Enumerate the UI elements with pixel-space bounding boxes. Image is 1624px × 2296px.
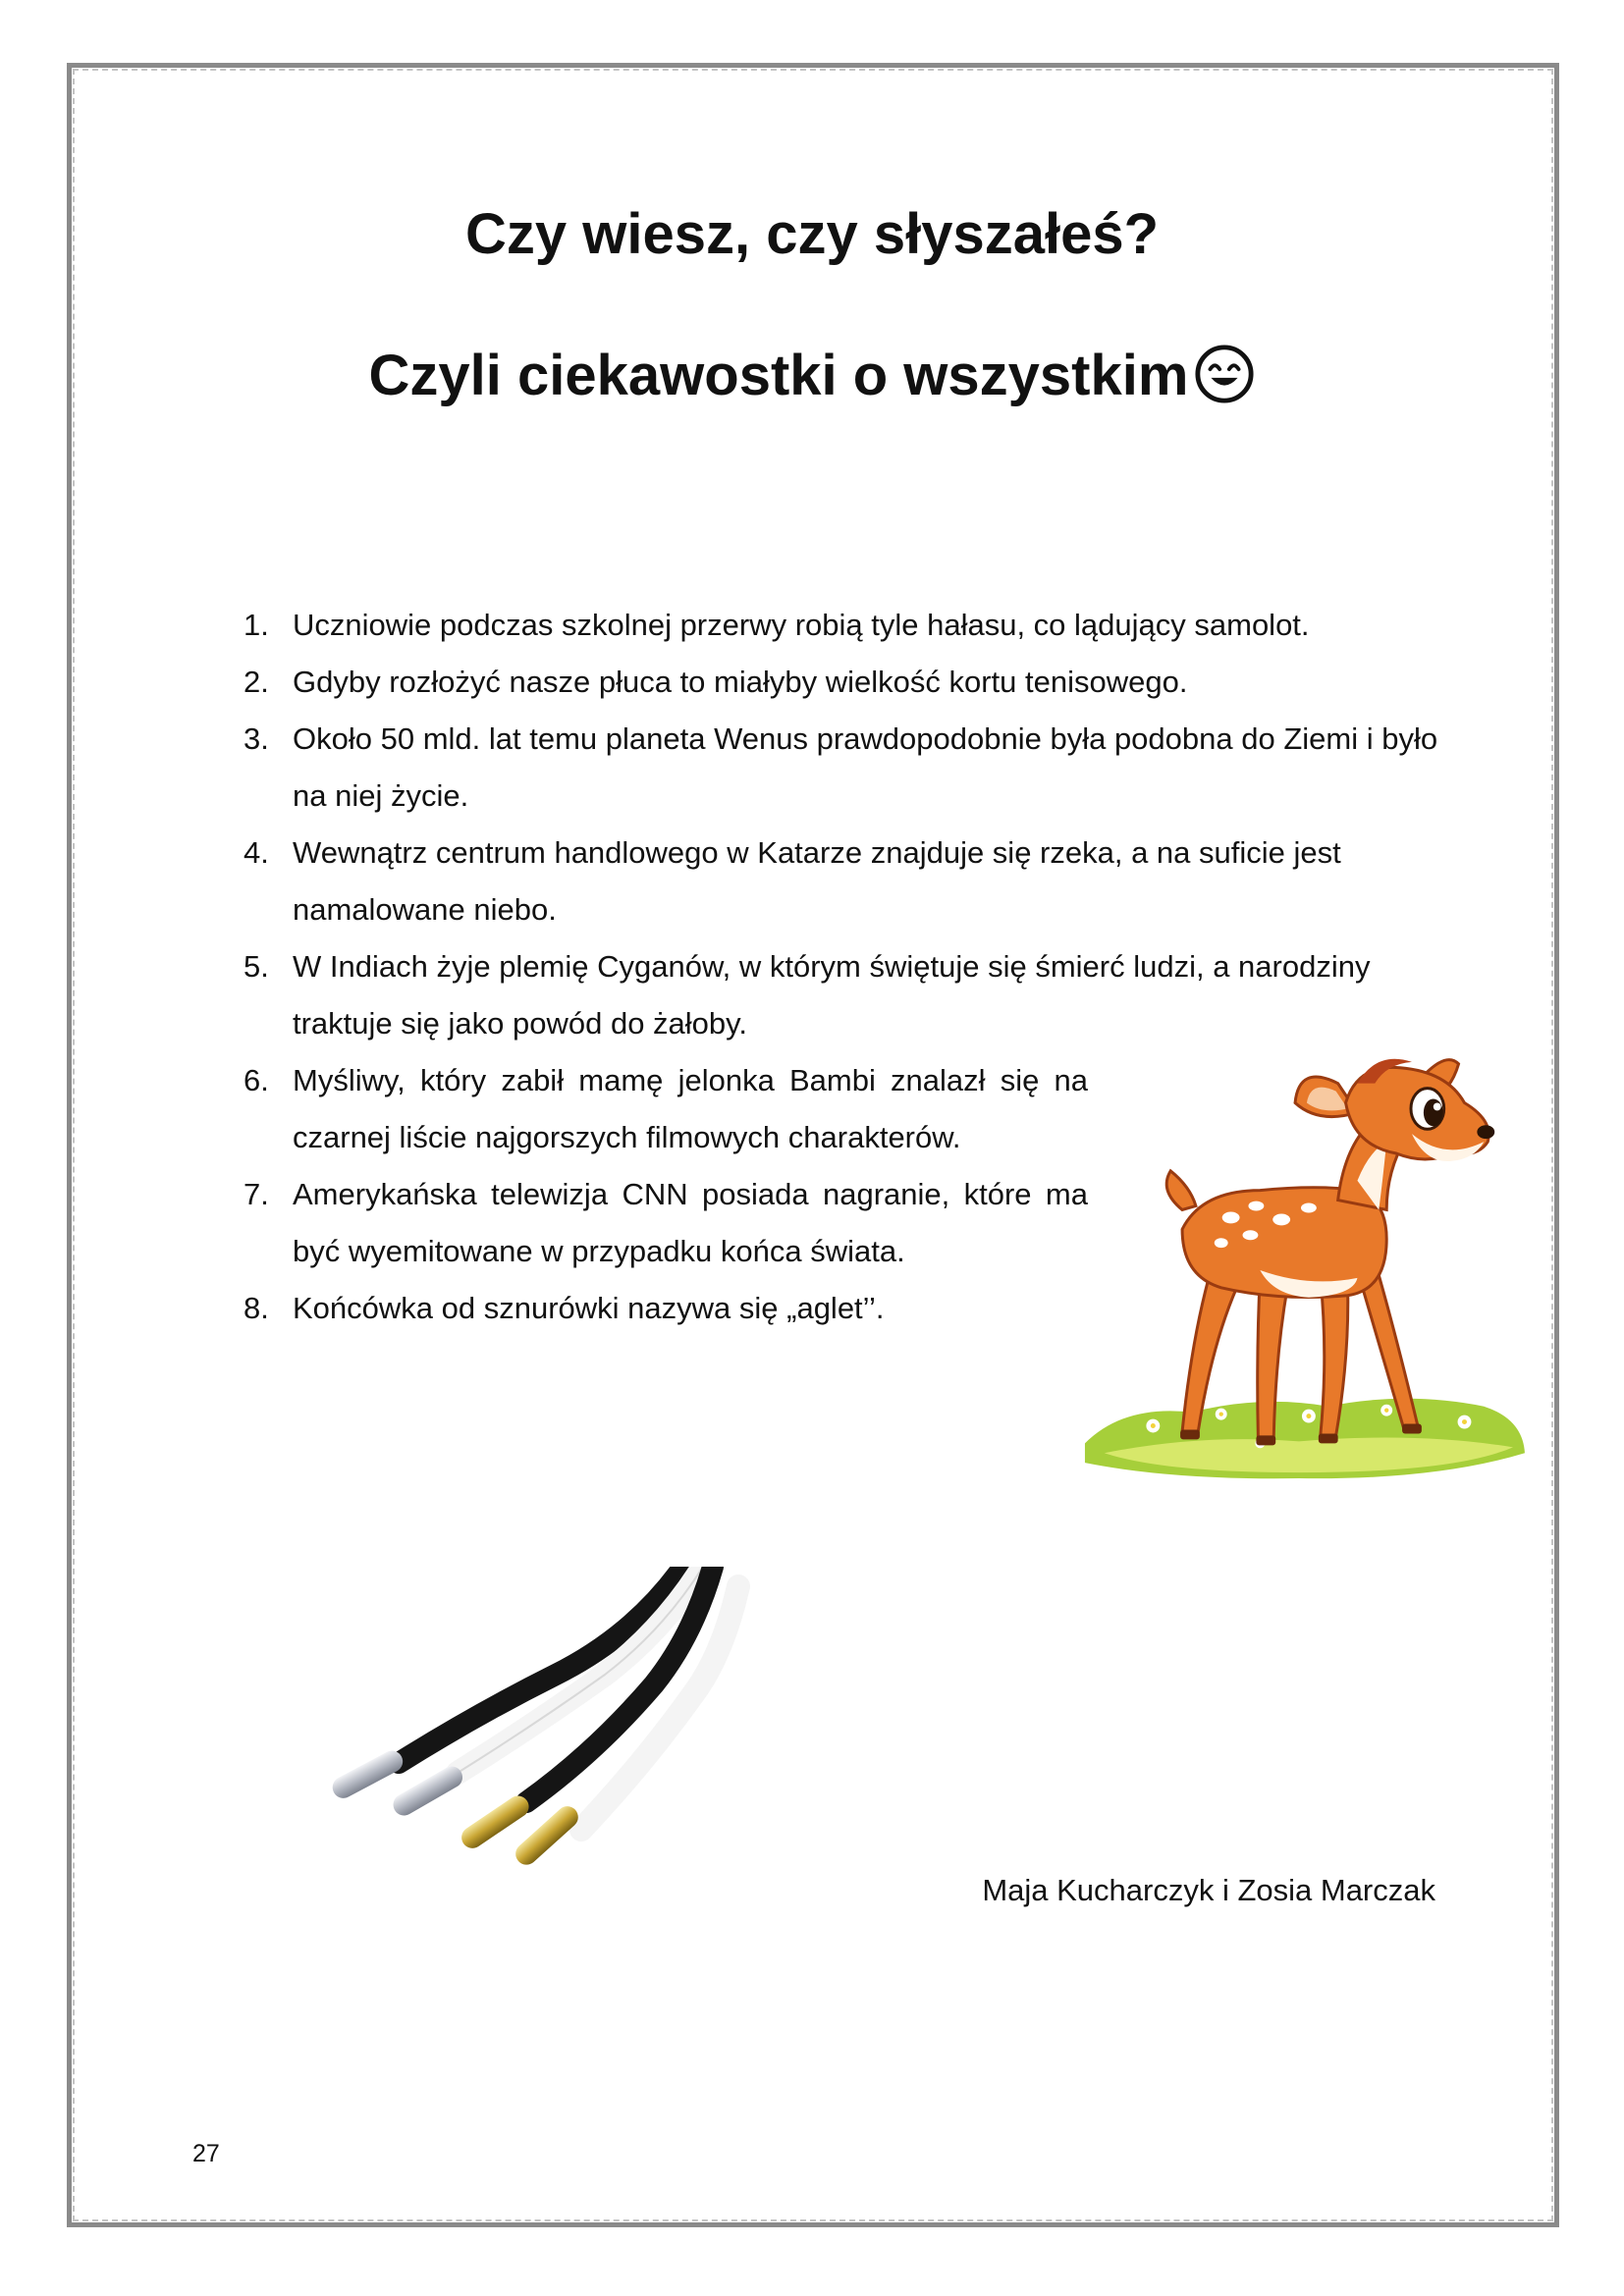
fact-item	[244, 938, 1441, 1052]
bambi-illustration	[1064, 1044, 1534, 1482]
fact-item	[244, 711, 1441, 825]
fact-number: 5.	[244, 949, 269, 984]
fact-text: Wewnątrz centrum handlowego w Katarze znajduje się rzeka, a na suficie jest namalowane niebo.	[293, 835, 1341, 927]
fact-text: Około 50 mld. lat temu planeta Wenus prawdopodobnie była podobna do Ziemi i było na niej życie.	[293, 721, 1438, 813]
fact-number: 7.	[244, 1177, 269, 1211]
fact-text: Amerykańska telewizja CNN posiada nagranie, które ma być wyemitowane w przypadku końca świata.	[293, 1177, 1088, 1268]
fact-text: Uczniowie podczas szkolnej przerwy robią tyle hałasu, co lądujący samolot.	[293, 608, 1310, 642]
page-subtitle-text: Czyli ciekawostki o wszystkim	[368, 344, 1189, 407]
page-number: 27	[192, 2140, 220, 2167]
fact-text: Gdyby rozłożyć nasze płuca to miałyby wielkość kortu tenisowego.	[293, 665, 1188, 699]
smiley-icon	[1194, 344, 1255, 404]
fact-text: W Indiach żyje plemię Cyganów, w którym świętuje się śmierć ludzi, a narodziny traktuje się jako powód do żałoby.	[293, 949, 1371, 1041]
fact-item	[244, 597, 1441, 654]
page-title: Czy wiesz, czy słyszałeś?	[464, 202, 1160, 266]
fact-item	[244, 825, 1441, 938]
authors: Maja Kucharczyk i Zosia Marczak	[982, 1873, 1435, 1907]
fact-number: 8.	[244, 1291, 269, 1325]
page-subtitle	[0, 344, 1624, 407]
fact-item	[244, 1166, 1088, 1280]
shoelaces-photo	[310, 1567, 831, 1881]
fact-number: 1.	[244, 608, 269, 642]
fact-item	[244, 1052, 1088, 1166]
fact-text: Myśliwy, który zabił mamę jelonka Bambi znalazł się na czarnej liście najgorszych filmowych charakterów.	[293, 1063, 1088, 1154]
fact-item	[244, 654, 1441, 711]
fact-number: 4.	[244, 835, 269, 870]
fact-number: 2.	[244, 665, 269, 699]
fact-text: Końcówka od sznurówki nazywa się „aglet’’.	[293, 1291, 885, 1325]
fact-number: 3.	[244, 721, 269, 756]
fact-number: 6.	[244, 1063, 269, 1097]
